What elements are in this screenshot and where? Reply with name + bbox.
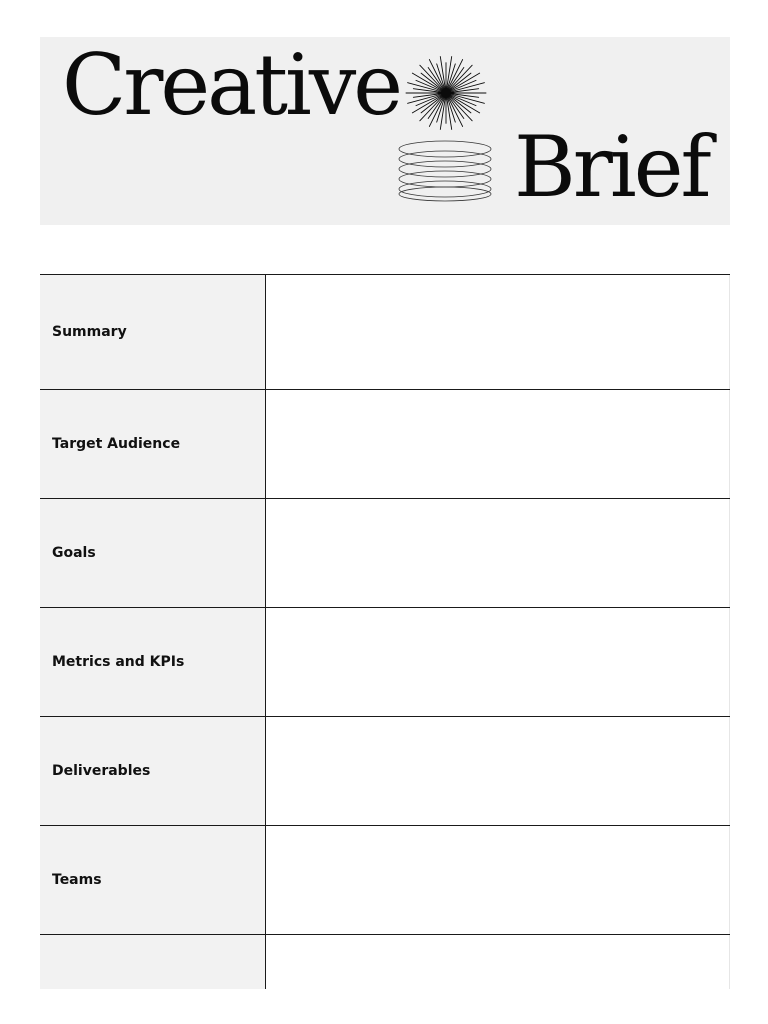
stacked-rings-icon xyxy=(396,139,494,203)
row-value-field[interactable] xyxy=(266,275,730,389)
row-label-cell xyxy=(40,935,266,989)
brief-table xyxy=(40,274,730,989)
row-label: Teams xyxy=(52,872,102,888)
row-label-cell xyxy=(40,608,266,716)
table-row-extra xyxy=(40,935,730,989)
row-value-field[interactable] xyxy=(266,608,730,716)
title-banner xyxy=(40,37,730,225)
row-label: Target Audience xyxy=(52,436,181,452)
row-label-cell xyxy=(40,390,266,498)
title-creative: Creative xyxy=(62,36,401,134)
row-value-field[interactable] xyxy=(266,717,730,825)
row-label: Summary xyxy=(52,324,127,340)
table-row-teams xyxy=(40,826,730,935)
row-value-field[interactable] xyxy=(266,935,730,989)
table-row-target-audience xyxy=(40,390,730,499)
row-value-field[interactable] xyxy=(266,390,730,498)
row-label: Goals xyxy=(52,545,96,561)
row-label-cell xyxy=(40,826,266,934)
row-value-field[interactable] xyxy=(266,826,730,934)
table-row-metrics-kpis xyxy=(40,608,730,717)
table-row-goals xyxy=(40,499,730,608)
table-row-summary xyxy=(40,275,730,390)
row-label-cell xyxy=(40,717,266,825)
title-brief: Brief xyxy=(514,118,709,216)
row-label: Deliverables xyxy=(52,763,151,779)
starburst-icon xyxy=(402,53,490,133)
row-label-cell xyxy=(40,275,266,389)
row-value-field[interactable] xyxy=(266,499,730,607)
table-row-deliverables xyxy=(40,717,730,826)
row-label: Metrics and KPIs xyxy=(52,654,185,670)
row-label-cell xyxy=(40,499,266,607)
